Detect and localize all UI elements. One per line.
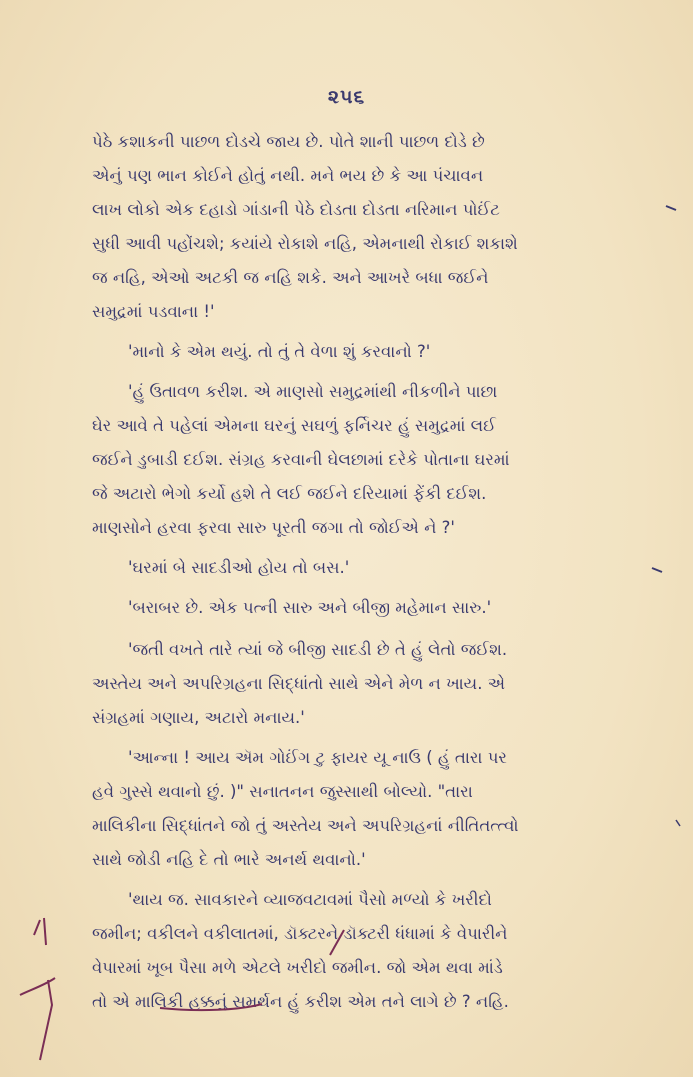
text-line: 'માનો કે એમ થયું. તો તું તે વેળા શું કરવાનો ?' bbox=[128, 342, 431, 361]
text-line: સુધી આવી પહોંચશે; કયાંયે રોકાશે નહિ, એમનાથી રોકાઈ શકાશે bbox=[92, 234, 518, 253]
underline-pen-mark bbox=[160, 1004, 262, 1010]
text-line: 'થાય જ. સાવકારને વ્યાજવટાવમાં પૈસો મળ્યો કે ખરીદો bbox=[128, 890, 492, 909]
text-line: સંગ્રહમાં ગણાય, અટારો મનાય.' bbox=[92, 708, 305, 727]
page-number: ૨૫૬ bbox=[327, 86, 366, 108]
text-line: અસ્તેય અને અપરિગ્રહના સિદ્ધાંતો સાથે એને મેળ ન ખાય. એ bbox=[92, 674, 506, 693]
text-line: તો એ માલિકી હક્કનું સમર્થન હું કરીશ એમ તને લાગે છે ? નહિ. bbox=[92, 992, 509, 1011]
text-line: જમીન; વકીલને વકીલાતમાં, ડૉક્ટરને ડૉક્ટરી ધંધામાં કે વેપારીને bbox=[92, 924, 508, 943]
text-line: 'હું ઉતાવળ કરીશ. એ માણસો સમુદ્રમાંથી નીકળીને પાછા bbox=[128, 382, 498, 401]
edge-dash-mark bbox=[676, 820, 680, 826]
text-line: પેઠે કશાકની પાછળ દોડચે જાય છે. પોતે શાની પાછળ દોડે છે bbox=[92, 132, 485, 151]
text-line: 'બરાબર છે. એક પત્ની સારુ અને બીજી મહેમાન સારુ.' bbox=[128, 598, 492, 617]
edge-dash-mark bbox=[666, 206, 676, 210]
text-line: સમુદ્રમાં પડવાના !' bbox=[92, 302, 215, 321]
text-line: સાથે જોડી નહિ દે તો ભારે અનર્થ થવાનો.' bbox=[92, 850, 366, 869]
text-line: જ નહિ, એઓ અટકી જ નહિ શકે. અને આખરે બધા જઈને bbox=[92, 268, 489, 287]
edge-dash-mark bbox=[652, 568, 662, 572]
text-line: જઈને ડુબાડી દઈશ. સંગ્રહ કરવાની ઘેલછામાં દરેકે પોતાના ઘરમાં bbox=[92, 450, 510, 469]
text-line: વેપારમાં ખૂબ પૈસા મળે એટલે ખરીદો જમીન. જો એમ થવા માંડે bbox=[92, 958, 503, 977]
text-line: 'ઘરમાં બે સાદડીઓ હોય તો બસ.' bbox=[128, 558, 350, 577]
margin-pen-mark bbox=[20, 918, 55, 1060]
text-line: લાખ લોકો એક દહાડો ગાંડાની પેઠે દોડતા દોડતા નરિમાન પોઈંટ bbox=[92, 200, 500, 219]
text-line: 'જતી વખતે તારે ત્યાં જે બીજી સાદડી છે તે હું લેતો જઈશ. bbox=[128, 640, 508, 659]
text-line: એનું પણ ભાન કોઈને હોતું નથી. મને ભય છે કે આ પંચાવન bbox=[92, 166, 484, 185]
text-line: જે અટારો ભેગો કર્યો હશે તે લઈ જઈને દરિયામાં ફેંકી દઈશ. bbox=[92, 484, 487, 503]
text-line: માલિકીના સિદ્ધાંતને જો તું અસ્તેય અને અપરિગ્રહનાં નીતિતત્ત્વો bbox=[92, 816, 519, 835]
text-line: ઘેર આવે તે પહેલાં એમના ઘરનું સઘળું ફર્નિચર હું સમુદ્રમાં લઈ bbox=[92, 416, 496, 435]
text-line: હવે ગુસ્સે થવાનો છું. )" સનાતનન જુસ્સાથી બોલ્યો. "તારા bbox=[92, 782, 473, 801]
text-line: માણસોને હરવા ફરવા સારુ પૂરતી જગા તો જોઈએ ને ?' bbox=[92, 518, 455, 537]
text-line: 'આન્ના ! આય ઍમ ગોઈંગ ટુ ફાયર યૂ નાઉ ( હું તારા પર bbox=[128, 748, 507, 767]
slash-pen-mark bbox=[330, 930, 344, 955]
